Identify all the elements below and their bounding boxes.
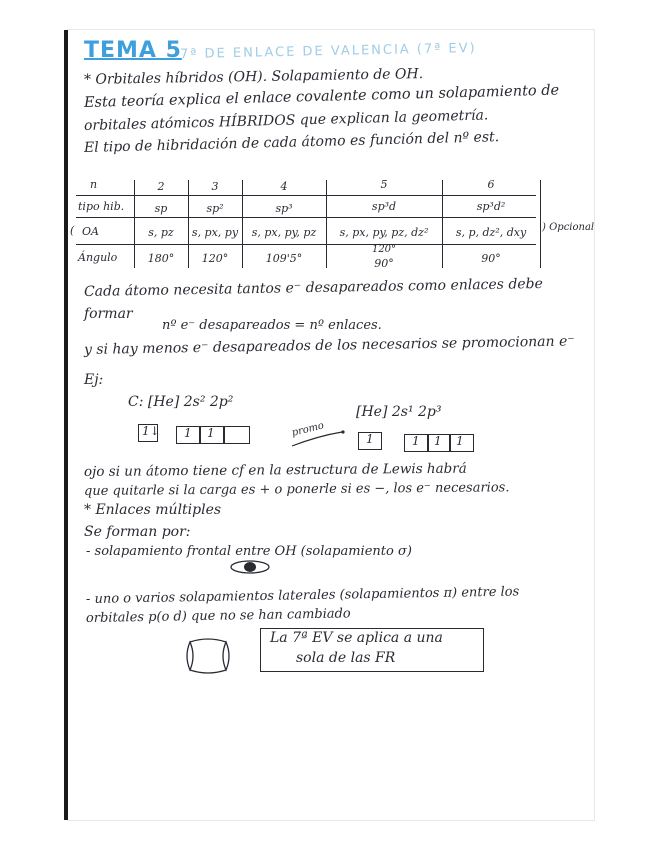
cell-oa-4: s, px, py, pz (251, 226, 317, 239)
example-label: Ej: (84, 372, 104, 388)
table-divider (540, 180, 541, 268)
intro-line-4: El tipo de hibridación de cada átomo es función del nº est. (83, 129, 500, 156)
highlight-line-1: La 7ª EV se aplica a una (270, 630, 443, 646)
orbital-2p-promoted-electron-2: 1 (434, 434, 442, 448)
box-divider (199, 427, 201, 443)
cell-tipo-3: sp² (206, 202, 224, 215)
config-promoted: [He] 2s¹ 2p³ (356, 404, 442, 420)
table-rule (76, 244, 536, 245)
cell-n-3: 3 (211, 180, 219, 193)
formula-line: nº e⁻ desapareados = nº enlaces. (162, 318, 382, 333)
table-rule (76, 195, 536, 196)
list-item-lateral-cont: orbitales p(o d) que no se han cambiado (85, 606, 351, 626)
se-forman-label: Se forman por: (84, 524, 191, 540)
cell-angle-6: 90° (481, 252, 501, 265)
optional-paren: ) (542, 222, 546, 233)
orbital-2p-electron-b: 1 (207, 426, 215, 440)
body-line-1: Cada átomo necesita tantos e⁻ desapareados como enlaces debe (83, 275, 544, 300)
box-divider (427, 435, 429, 451)
cell-angle-3: 120° (201, 252, 229, 265)
box-divider (223, 427, 225, 443)
cell-n-6: 6 (487, 178, 495, 191)
orbital-2p-promoted-electron-3: 1 (456, 434, 464, 448)
optional-label: Opcional (549, 222, 595, 233)
box-divider (449, 435, 451, 451)
orbital-2p-electron-a: 1 (184, 426, 192, 440)
config-ground: C: [He] 2s² 2p² (128, 394, 234, 410)
row-label-oa: OA (82, 225, 99, 238)
orbital-2p-promoted-electron-1: 1 (412, 434, 420, 448)
page-title: TEMA 5 (84, 38, 182, 63)
body-line-3: y si hay menos e⁻ desapareados de los necesarios se promocionan e⁻ (83, 333, 575, 358)
table-rule (76, 217, 536, 218)
note-ojo-2: que quitarle si la carga es + o ponerle si es −, los e⁻ necesarios. (83, 480, 510, 499)
cell-tipo-4: sp³ (275, 202, 293, 215)
list-item-lateral: - uno o varios solapamientos laterales (solapamientos π) entre los (85, 584, 520, 607)
note-ojo-1: ojo si un átomo tiene cf en la estructura de Lewis habrá (83, 460, 467, 480)
cell-oa-6: s, p, dz², dxy (455, 226, 527, 239)
cell-angle-5b: 90° (374, 257, 394, 270)
cell-n-4: 4 (280, 180, 288, 193)
promo-label: promo (290, 420, 326, 439)
body-line-2: formar (84, 306, 133, 322)
intro-line-3: orbitales atómicos HÍBRIDOS que explican la geometría. (83, 107, 489, 134)
cell-n-2: 2 (157, 180, 165, 193)
cell-tipo-5: sp³d (371, 200, 397, 213)
section-multiple-bonds: * Enlaces múltiples (84, 502, 222, 518)
row-label-oa-paren: ( (70, 224, 75, 237)
promo-arrow-icon (290, 430, 350, 450)
row-label-n: n (90, 178, 98, 191)
cell-tipo-2: sp (154, 202, 168, 215)
intro-line-1: * Orbitales híbridos (OH). Solapamiento de OH. (83, 66, 424, 88)
cell-angle-2: 180° (147, 252, 175, 265)
row-label-angulo: Ángulo (78, 251, 118, 264)
intro-line-2: Esta teoría explica el enlace covalente como un solapamiento de (83, 82, 560, 111)
cell-angle-5: 120° (371, 244, 397, 255)
orbital-2s-promoted-electron: 1 (366, 432, 374, 446)
cell-oa-2: s, pz (148, 226, 174, 239)
page-subtitle: 7ª DE ENLACE DE VALENCIA (7ª EV) (179, 40, 477, 63)
optional-note (542, 222, 594, 233)
cell-tipo-6: sp³d² (476, 200, 506, 213)
cell-oa-3: s, px, py (191, 226, 239, 239)
sigma-overlap-icon (228, 558, 272, 576)
pi-overlap-icon (180, 634, 236, 678)
cell-oa-5: s, px, py, pz, dz² (339, 226, 429, 239)
orbital-2s-electrons: 1↓ (142, 424, 160, 438)
row-label-tipo: tipo hib. (78, 200, 125, 213)
highlight-line-2: sola de las FR (296, 650, 396, 666)
hybridization-table (70, 178, 595, 274)
list-item-frontal: - solapamiento frontal entre OH (solapamiento σ) (86, 544, 412, 559)
cell-angle-4: 109'5° (265, 252, 303, 265)
cell-n-5: 5 (380, 178, 388, 191)
